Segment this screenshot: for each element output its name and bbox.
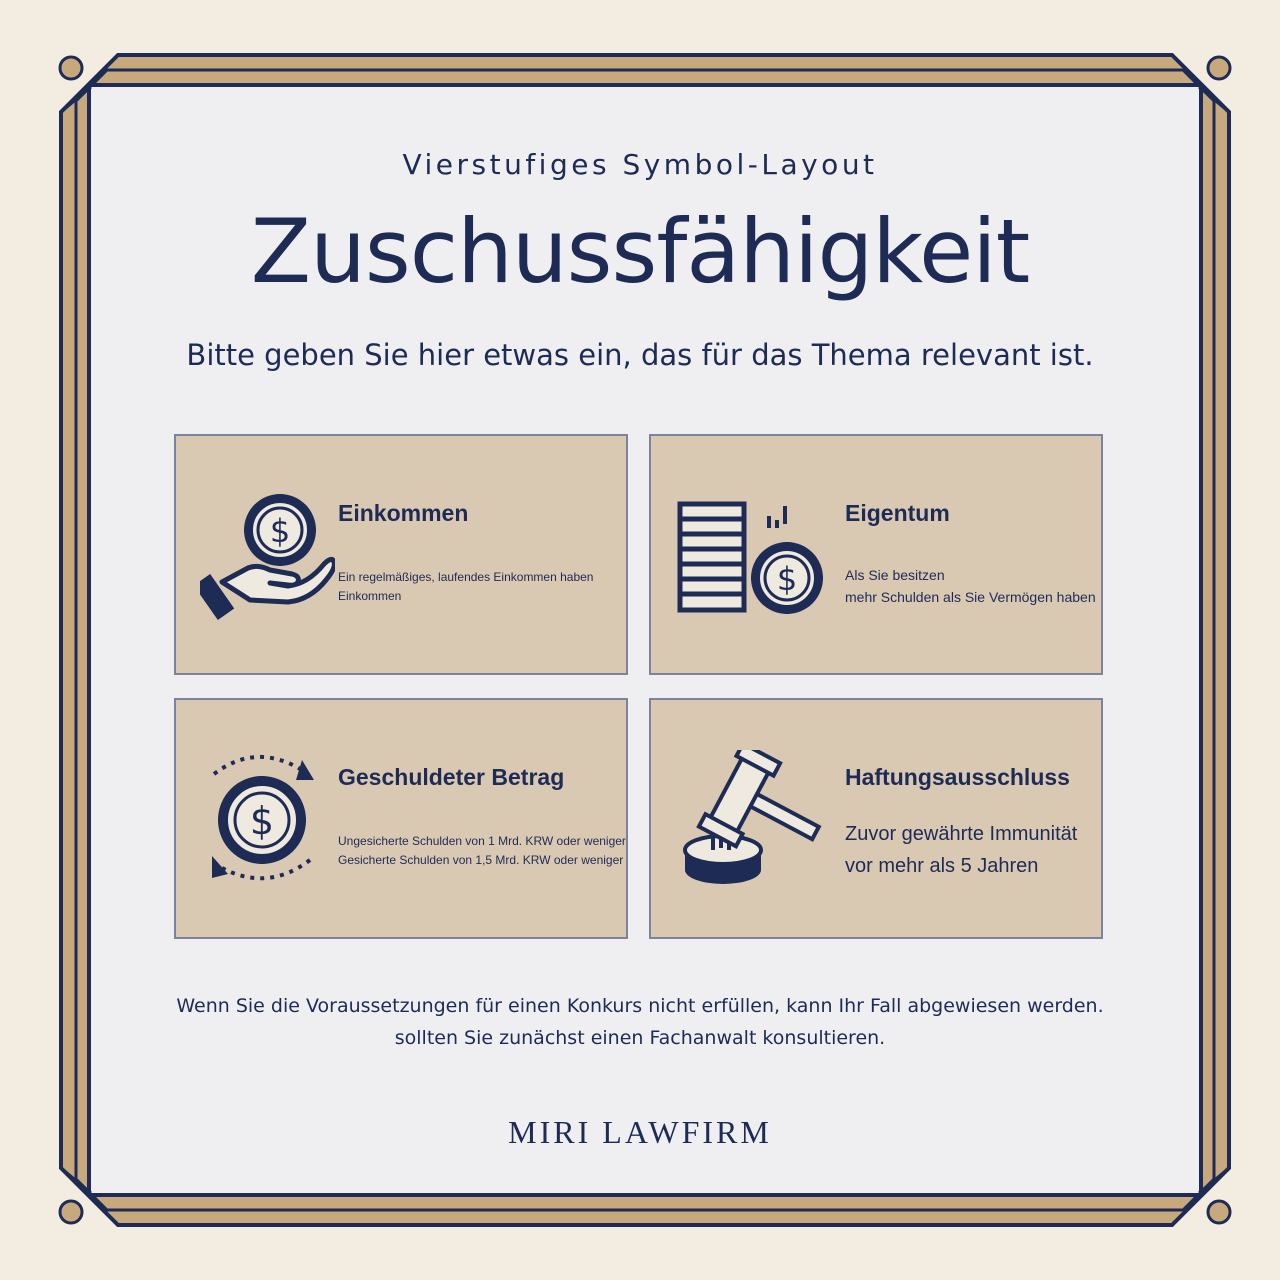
- coin-cycle-icon: [206, 750, 318, 890]
- hand-coin-icon: [200, 490, 335, 625]
- card-title: Einkommen: [338, 500, 469, 526]
- card-text: [845, 818, 1077, 882]
- footer-note: [0, 990, 1280, 1054]
- svg-text:$: $: [249, 799, 275, 843]
- card-text-line: Ungesicherte Schulden von 1 Mrd. KRW oder weniger: [338, 834, 626, 848]
- card-text-line: Ein regelmäßiges, laufendes Einkommen haben: [338, 570, 594, 584]
- card-text-line: Gesicherte Schulden von 1,5 Mrd. KRW oder weniger: [338, 853, 624, 867]
- card-einkommen: [174, 434, 628, 675]
- svg-text:$: $: [269, 512, 291, 550]
- card-text: [338, 832, 626, 870]
- card-title: Haftungsausschluss: [845, 764, 1070, 790]
- card-haftungsausschluss: [649, 698, 1103, 939]
- card-title: Eigentum: [845, 500, 950, 526]
- card-title: Geschuldeter Betrag: [338, 764, 565, 790]
- brand-logo-text: MIRI LAWFIRM: [508, 1114, 772, 1150]
- footer-line: sollten Sie zunächst einen Fachanwalt konsultieren.: [394, 1027, 886, 1049]
- card-text-line: Einkommen: [338, 589, 402, 603]
- card-geschuldeter-betrag: [174, 698, 628, 939]
- gavel-icon: [683, 750, 823, 890]
- card-text: [845, 564, 1096, 608]
- page-title: Zuschussfähigkeit: [250, 200, 1030, 303]
- card-eigentum: [649, 434, 1103, 675]
- card-text-line: mehr Schulden als Sie Vermögen haben: [845, 589, 1096, 605]
- card-text-line: vor mehr als 5 Jahren: [845, 855, 1039, 877]
- page-description: Bitte geben Sie hier etwas ein, das für das Thema relevant ist.: [186, 338, 1094, 372]
- coin-stack-icon: [677, 500, 827, 620]
- page-subtitle: Vierstufiges Symbol-Layout: [402, 148, 878, 181]
- svg-text:$: $: [776, 560, 798, 598]
- footer-line: Wenn Sie die Voraussetzungen für einen Konkurs nicht erfüllen, kann Ihr Fall abgewiesen werden.: [176, 995, 1104, 1017]
- card-text-line: Als Sie besitzen: [845, 567, 945, 583]
- card-text-line: Zuvor gewährte Immunität: [845, 823, 1078, 845]
- card-text: [338, 568, 593, 606]
